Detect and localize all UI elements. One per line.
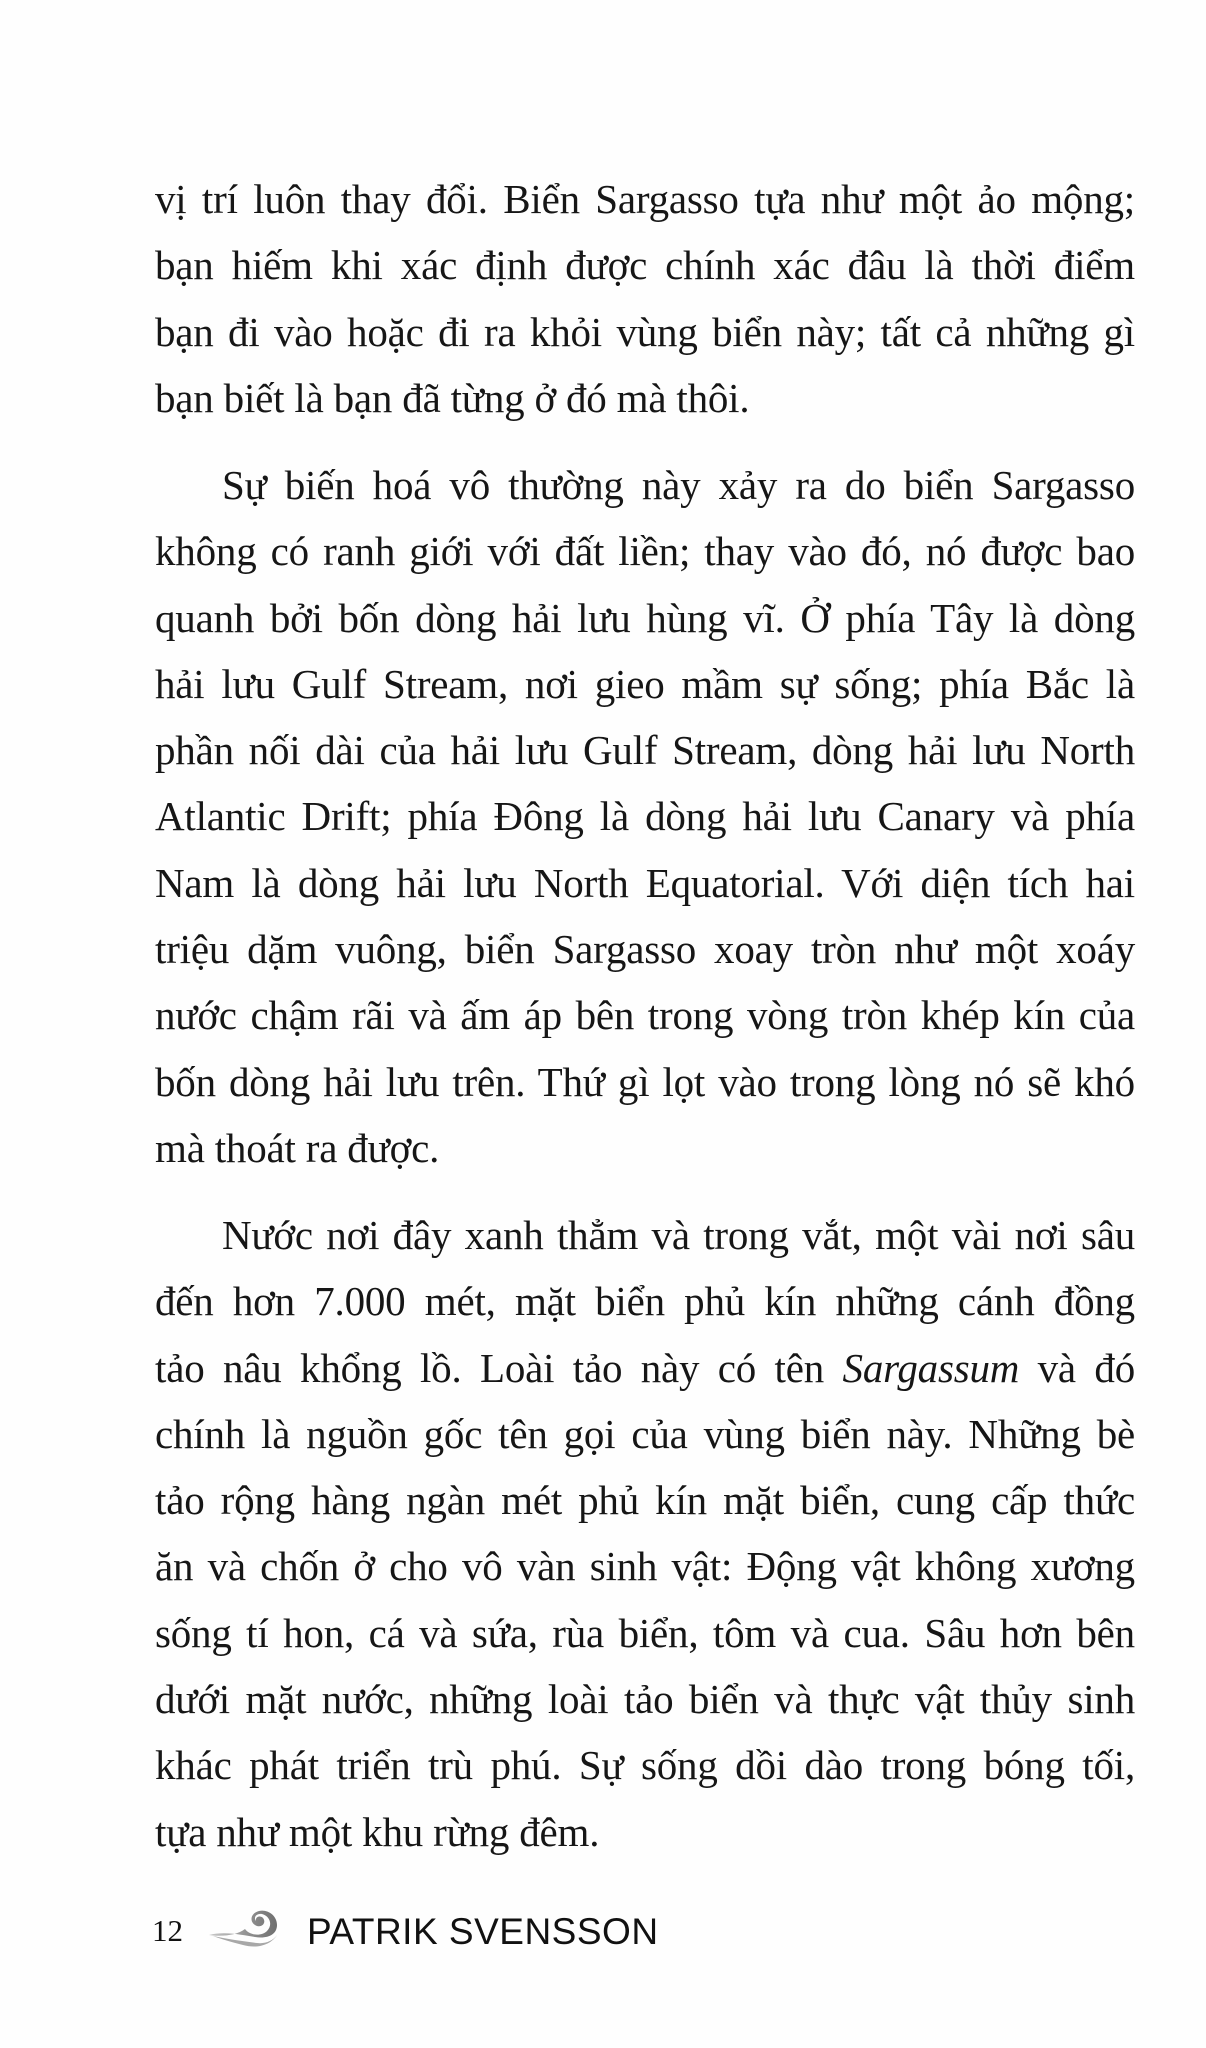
text-segment: tảo nâu khổng lồ. Loài tảo này có tên <box>155 1344 843 1391</box>
text-line: vị trí luôn thay đổi. Biển Sargasso tựa như một ảo mộng; <box>155 176 1135 222</box>
text-line: hải lưu Gulf Stream, nơi gieo mầm sự sống; phía Bắc là <box>155 660 1135 707</box>
text-line: mà thoát ra được. <box>155 1124 440 1171</box>
text-line: nước chậm rãi và ấm áp bên trong vòng tròn khép kín của <box>155 992 1135 1039</box>
text-line: Nước nơi đây xanh thẳm và trong vắt, một vài nơi sâu <box>222 1212 1135 1258</box>
text-line <box>155 1335 1135 1401</box>
text-line: tựa như một khu rừng đêm. <box>155 1808 600 1855</box>
text-line: Nam là dòng hải lưu North Equatorial. Với diện tích hai <box>155 859 1135 906</box>
text-line: Atlantic Drift; phía Đông là dòng hải lưu Canary và phía <box>155 793 1135 840</box>
paragraph-2 <box>155 452 1135 1181</box>
text-line: bạn hiếm khi xác định được chính xác đâu là thời điểm <box>155 242 1135 289</box>
text-line: khác phát triển trù phú. Sự sống dồi dào trong bóng tối, <box>155 1742 1135 1789</box>
text-line: dưới mặt nước, những loài tảo biển và thực vật thủy sinh <box>155 1676 1135 1723</box>
text-line: triệu dặm vuông, biển Sargasso xoay tròn như một xoáy <box>155 926 1135 973</box>
page-footer <box>152 1900 659 1956</box>
text-line: không có ranh giới với đất liền; thay vào đó, nó được bao <box>155 528 1135 575</box>
text-line: chính là nguồn gốc tên gọi của vùng biển này. Những bè <box>155 1410 1135 1457</box>
wave-swirl-icon <box>207 1905 281 1951</box>
text-line: đến hơn 7.000 mét, mặt biển phủ kín những cánh đồng <box>155 1278 1135 1325</box>
text-line: Sự biến hoá vô thường này xảy ra do biển Sargasso <box>222 462 1135 508</box>
text-line: tảo rộng hàng ngàn mét phủ kín mặt biển, cung cấp thức <box>155 1477 1135 1524</box>
paragraph-1 <box>155 166 1135 431</box>
text-line: bốn dòng hải lưu trên. Thứ gì lọt vào trong lòng nó sẽ khó <box>155 1058 1135 1105</box>
species-name-italic: Sargassum <box>842 1344 1020 1391</box>
text-line: phần nối dài của hải lưu Gulf Stream, dòng hải lưu North <box>155 727 1135 774</box>
text-line: ăn và chốn ở cho vô vàn sinh vật: Động vật không xương <box>155 1543 1135 1590</box>
text-segment: và đó <box>1019 1344 1135 1391</box>
text-line: bạn biết là bạn đã từng ở đó mà thôi. <box>155 374 750 421</box>
text-line: sống tí hon, cá và sứa, rùa biển, tôm và cua. Sâu hơn bên <box>155 1609 1135 1656</box>
text-line: bạn đi vào hoặc đi ra khỏi vùng biển này; tất cả những gì <box>155 308 1135 355</box>
text-line: quanh bởi bốn dòng hải lưu hùng vĩ. Ở phía Tây là dòng <box>155 594 1135 641</box>
page-number: 12 <box>152 1913 183 1948</box>
author-name: PATRIK SVENSSON <box>307 1911 659 1952</box>
paragraph-3 <box>155 1202 1135 1865</box>
